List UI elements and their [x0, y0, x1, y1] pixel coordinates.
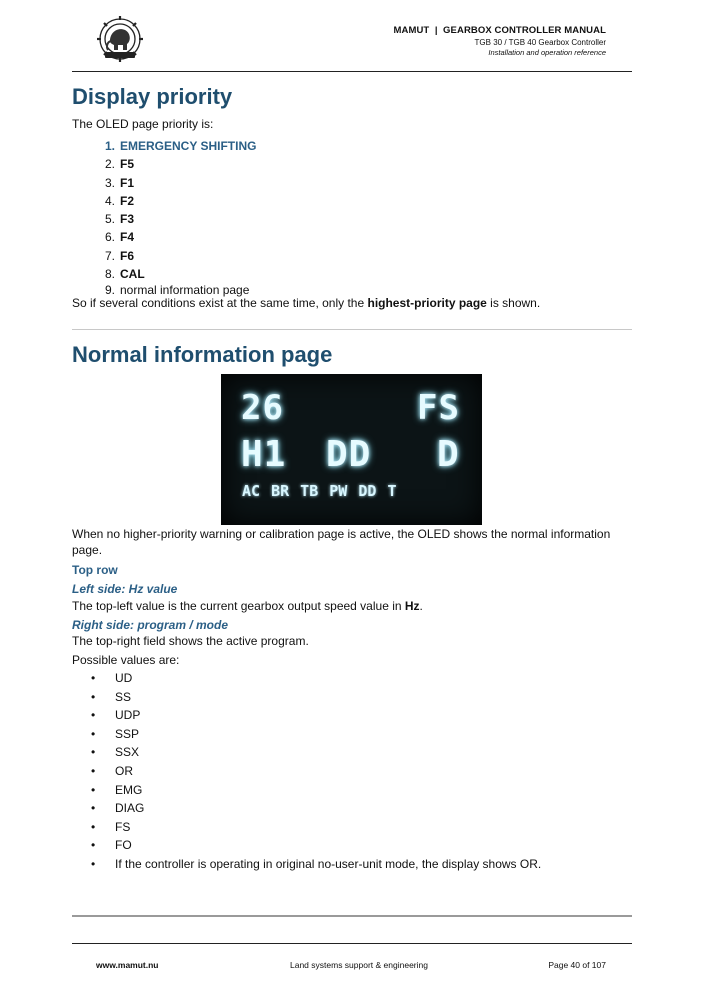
normal-intro: When no higher-priority warning or calibration page is active, the OLED shows the normal information page.: [72, 527, 611, 557]
priority-item: 5. F3: [104, 212, 135, 227]
list-item: • FS: [91, 819, 131, 834]
footer-rule-gray: [72, 915, 632, 917]
header-text: [393, 25, 606, 57]
list-item: • If the controller is operating in original no-user-unit mode, the display shows OR.: [91, 856, 542, 871]
priority-item: 4. F2: [104, 193, 135, 208]
oled-mode: DD: [326, 434, 372, 475]
right-side-text: The top-right field shows the active program.: [72, 634, 309, 648]
priority-item: 8. CAL: [104, 267, 145, 282]
priority-item: 6. F4: [104, 230, 135, 245]
priority-item: 7. F6: [104, 248, 135, 263]
oled-program: FS: [417, 388, 460, 428]
oled-gear: H1: [241, 434, 287, 475]
oled-display-photo: [221, 374, 482, 525]
list-item: • EMG: [91, 782, 143, 797]
section-divider: [72, 329, 632, 330]
left-side-text: The top-left value is the current gearbox output speed value in Hz.: [72, 599, 423, 613]
program-values-list: [72, 669, 541, 874]
manual-reference: Installation and operation reference: [488, 48, 606, 57]
list-item: • UDP: [91, 708, 141, 723]
list-item: • DIAG: [91, 801, 145, 816]
list-item: • UD: [91, 671, 133, 685]
list-item: • SSP: [91, 726, 140, 741]
footer-center-text: Land systems support & engineering: [290, 960, 428, 970]
right-side-heading: Right side: program / mode: [72, 618, 229, 632]
footer-website: www.mamut.nu: [96, 960, 159, 970]
priority-intro: The OLED page priority is:: [72, 117, 214, 131]
normal-info-heading: Normal information page: [72, 342, 333, 367]
list-item: • SS: [91, 689, 132, 704]
priority-item: 1. EMERGENCY SHIFTING: [104, 139, 257, 153]
mamut-logo: [94, 14, 146, 64]
list-item: • FO: [91, 838, 132, 853]
footer-rule: [72, 943, 632, 944]
top-row-heading: Top row: [72, 563, 118, 577]
oled-status-row: AC BR TB PW DD T: [242, 482, 397, 500]
priority-item: 9. normal information page: [104, 283, 250, 298]
possible-values-intro: Possible values are:: [72, 653, 180, 667]
list-item: • SSX: [91, 745, 140, 760]
oled-hz-value: 26: [241, 388, 284, 428]
priority-list: [72, 137, 256, 298]
list-item: • OR: [91, 763, 133, 778]
priority-summary: So if several conditions exist at the same time, only the highest-priority page is shown.: [72, 296, 541, 310]
display-priority-heading: Display priority: [72, 84, 233, 109]
header-rule: [72, 71, 632, 72]
manual-title: MAMUT | GEARBOX CONTROLLER MANUAL: [393, 25, 606, 36]
page-number: Page 40 of 107: [548, 960, 606, 970]
manual-subtitle: TGB 30 / TGB 40 Gearbox Controller: [474, 38, 606, 47]
left-side-heading: Left side: Hz value: [72, 582, 178, 596]
oled-direction: D: [437, 434, 460, 475]
priority-item: 3. F1: [104, 175, 135, 190]
priority-item: 2. F5: [104, 157, 135, 172]
